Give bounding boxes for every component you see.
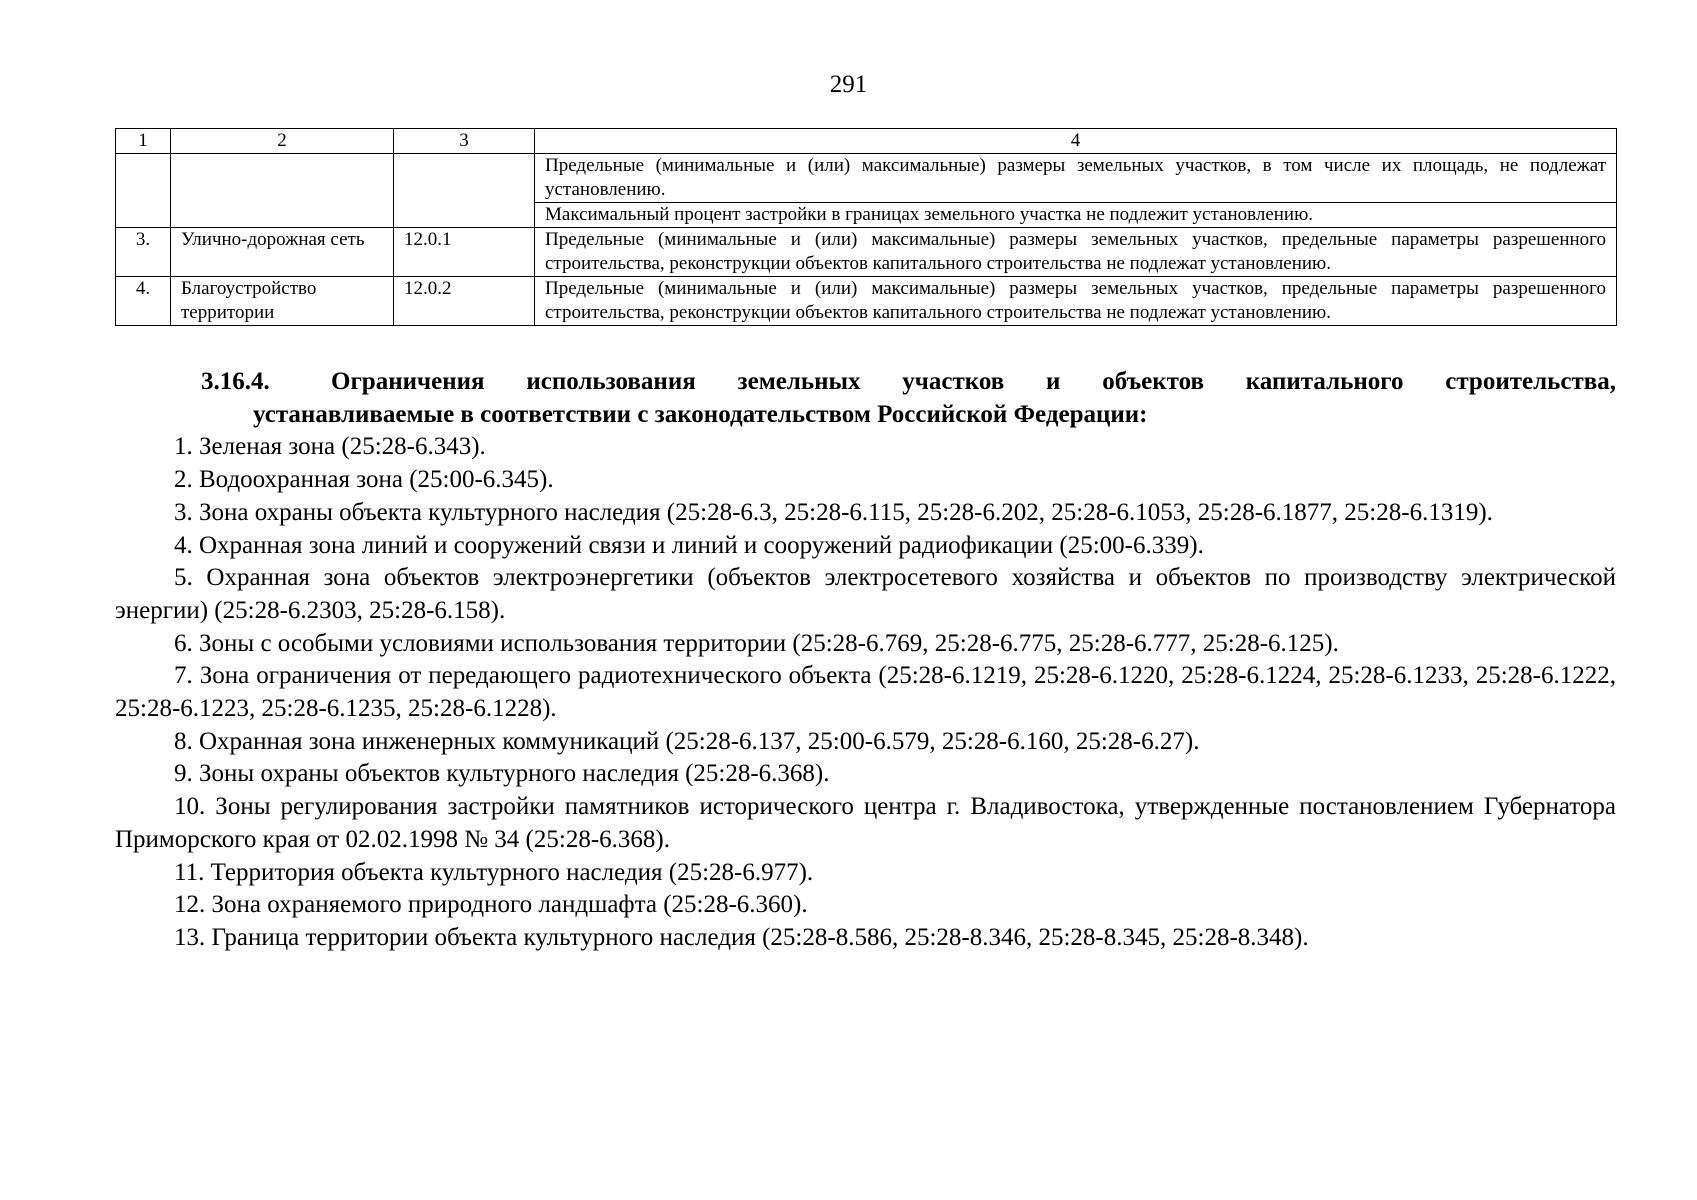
list-item: 9. Зоны охраны объектов культурного наследия (25:28-6.368). xyxy=(174,760,830,788)
list-item: 5. Охранная зона объектов электроэнергетики (объектов электросетевого хозяйства и объектов по производству электрической энергии) (25:28-6.2303, 25:28-6.158). xyxy=(115,564,1616,624)
regulations-table xyxy=(115,128,1617,326)
section-number: 3.16.4. xyxy=(201,368,270,395)
table-header-cell: 4 xyxy=(535,129,1617,154)
table-row xyxy=(116,228,1617,277)
list-item: 8. Охранная зона инженерных коммуникаций (25:28-6.137, 25:00-6.579, 25:28-6.160, 25:28-6.27). xyxy=(174,727,1200,755)
row-text-cell: Предельные (минимальные и (или) максимальные) размеры земельных участков, в том числе их площадь, не подлежат установлению. xyxy=(535,154,1617,203)
list-item: 2. Водоохранная зона (25:00-6.345). xyxy=(174,466,554,494)
list-item: 13. Граница территории объекта культурного наследия (25:28-8.586, 25:28-8.346, 25:28-8.345, 25:28-8.348). xyxy=(174,923,1309,951)
table-header-cell: 3 xyxy=(394,129,535,154)
table-header-cell: 2 xyxy=(171,129,394,154)
row-text-cell: Предельные (минимальные и (или) максимальные) размеры земельных участков, предельные параметры разрешенного строительства, реконструкции объектов капитального строительства не подлежат установлению. xyxy=(535,277,1617,326)
row-number-cell xyxy=(116,154,171,228)
row-number-cell: 4. xyxy=(116,277,171,326)
list-item: 6. Зоны с особыми условиями использования территории (25:28-6.769, 25:28-6.775, 25:28-6.777, 25:28-6.125). xyxy=(174,629,1339,657)
table-row xyxy=(116,277,1617,326)
list-item: 7. Зона ограничения от передающего радиотехнического объекта (25:28-6.1219, 25:28-6.1220, 25:28-6.1224, 25:28-6.1233, 25:28-6.1222, 25:28-6.1223, 25:28-6.1235, 25:28-6.1228). xyxy=(115,662,1616,723)
table-row xyxy=(116,154,1617,203)
list-item: 4. Охранная зона линий и сооружений связи и линий и сооружений радиофикации (25:00-6.339). xyxy=(174,531,1204,559)
table-header-row xyxy=(116,129,1617,154)
list-item: 10. Зоны регулирования застройки памятников исторического центра г. Владивостока, утвержденные постановлением Губернатора Приморского края от 02.02.1998 № 34 (25:28-6.368). xyxy=(115,793,1616,853)
row-code-cell xyxy=(394,154,535,228)
row-number-cell: 3. xyxy=(116,228,171,277)
list-item: 12. Зона охраняемого природного ландшафта (25:28-6.360). xyxy=(174,891,808,919)
row-text-cell: Максимальный процент застройки в границах земельного участка не подлежит установлению. xyxy=(535,203,1617,228)
section-title-line2: устанавливаемые в соответствии с законодательством Российской Федерации: xyxy=(253,400,1148,428)
table-header-cell: 1 xyxy=(116,129,171,154)
page-number: 291 xyxy=(829,71,868,98)
list-item: 11. Территория объекта культурного наследия (25:28-6.977). xyxy=(174,858,814,886)
list-item: 1. Зеленая зона (25:28-6.343). xyxy=(174,433,486,461)
row-name-cell xyxy=(171,154,394,228)
restrictions-section xyxy=(115,366,1616,955)
list-item: 3. Зона охраны объекта культурного наследия (25:28-6.3, 25:28-6.115, 25:28-6.202, 25:28-6.1053, 25:28-6.1877, 25:28-6.1319). xyxy=(174,498,1493,526)
row-name-cell: Улично-дорожная сеть xyxy=(171,228,394,277)
row-name-cell: Благоустройство территории xyxy=(171,277,394,326)
section-title-line1: Ограничения использования земельных участков и объектов капитального строительства, xyxy=(331,368,1616,395)
row-text-cell: Предельные (минимальные и (или) максимальные) размеры земельных участков, предельные параметры разрешенного строительства, реконструкции объектов капитального строительства не подлежат установлению. xyxy=(535,228,1617,277)
row-code-cell: 12.0.2 xyxy=(394,277,535,326)
row-code-cell: 12.0.1 xyxy=(394,228,535,277)
section-heading xyxy=(115,366,1616,399)
